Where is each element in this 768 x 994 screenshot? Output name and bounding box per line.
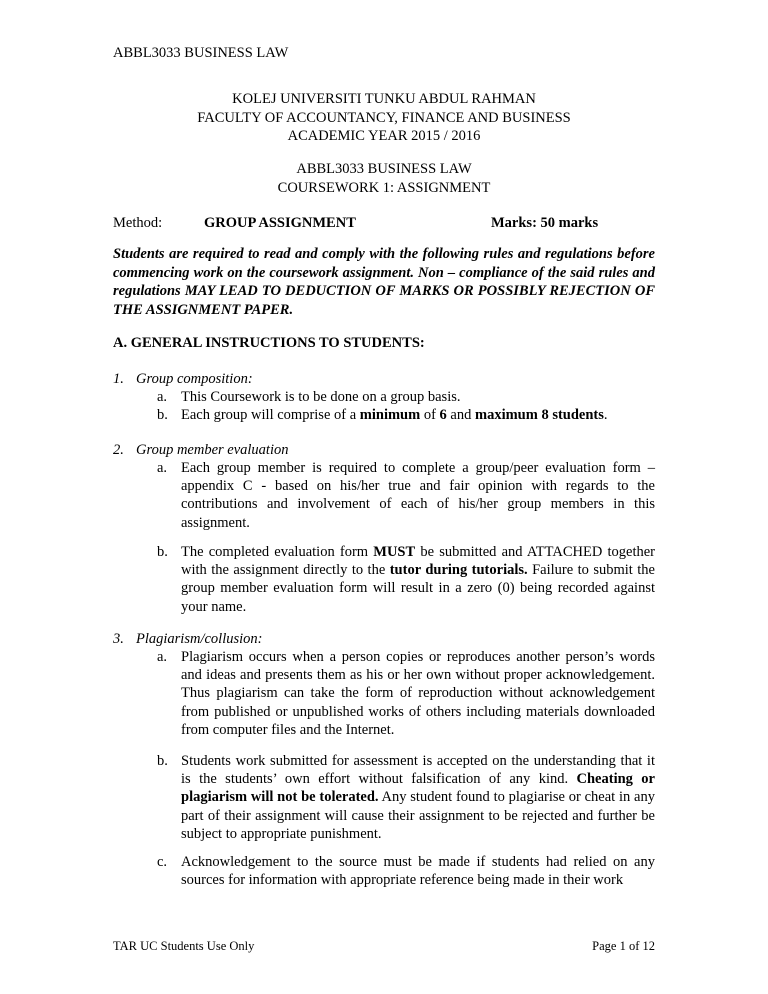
text-run: . (603, 407, 608, 423)
item-title: Group member evaluation (136, 442, 289, 458)
notice-warning: MAY LEAD TO DEDUCTION OF MARKS OR POSSIBLY REJECTION OF THE ASSIGNMENT PAPER. (113, 283, 655, 318)
bold-run: maximum 8 students (474, 407, 604, 423)
item-heading (113, 441, 289, 459)
item-title: Plagiarism/collusion: (136, 631, 263, 647)
sub-item-text: Acknowledgement to the source must be made if students had relied on any sources for information with appropriate reference being made in their work (181, 854, 655, 889)
sub-item-letter: a. (157, 649, 168, 665)
text-run: be submitted and ATTACHED together with the assignment directly to the (181, 544, 655, 579)
method-label: Method: (113, 215, 163, 231)
sub-item-text: Each group member is required to complete a group/peer evaluation form – appendix C - based on his/her true and fair opinion with regards to the contributions and involvement of each of his/her group members in this assignment. (181, 460, 655, 531)
sub-item-letter: a. (157, 389, 168, 405)
compliance-notice (113, 245, 655, 319)
sub-item (157, 543, 655, 616)
university-name: KOLEJ UNIVERSITI TUNKU ABDUL RAHMAN (232, 91, 536, 107)
academic-year: ACADEMIC YEAR 2015 / 2016 (287, 128, 481, 144)
bold-run: tutor during tutorials. (389, 562, 528, 579)
text-run: Any student found to plagiarise or cheat in any part of their assignment will cause their assignment to be rejected and further be subject to appropriate punishment. (181, 789, 655, 842)
sub-item-letter: b. (157, 753, 168, 769)
sub-item-letter: c. (157, 854, 168, 870)
sub-item-text (181, 752, 655, 843)
sub-item-text: This Coursework is to be done on a group basis. (181, 389, 461, 405)
running-header: ABBL3033 BUSINESS LAW (113, 45, 289, 61)
sub-item-letter: a. (157, 460, 168, 476)
item-number: 3. (113, 631, 124, 647)
text-run: Each group will comprise of a (181, 407, 360, 423)
footer-left: TAR UC Students Use Only (113, 939, 255, 953)
sub-item (157, 752, 655, 843)
coursework-title: COURSEWORK 1: ASSIGNMENT (277, 179, 491, 196)
item-heading (113, 630, 262, 648)
course-title: ABBL3033 BUSINESS LAW (296, 161, 472, 177)
item-title: Group composition: (136, 371, 253, 387)
bold-run: 6 (439, 407, 447, 423)
text-run: The completed evaluation form (181, 544, 374, 560)
sub-item-letter: b. (157, 544, 168, 560)
bold-run: MUST (373, 544, 416, 560)
text-run: Failure to submit the group member evaluation form will result in a zero (0) being recorded against your name. (181, 562, 655, 615)
item-number: 1. (113, 371, 124, 387)
section-heading: A. GENERAL INSTRUCTIONS TO STUDENTS: (113, 335, 425, 351)
title-block (113, 90, 655, 146)
sub-item-text (181, 543, 655, 616)
sub-item (157, 459, 655, 532)
sub-item-text (181, 406, 655, 424)
item-number: 2. (113, 442, 124, 458)
text-run: Students work submitted for assessment is accepted on the understanding that it is the students’ own effort without falsification of any kind. (181, 753, 655, 788)
method-value: GROUP ASSIGNMENT (204, 215, 356, 231)
bold-run: Cheating or plagiarism will not be tolerated. (181, 771, 655, 806)
faculty-name: FACULTY OF ACCOUNTANCY, FINANCE AND BUSINESS (197, 109, 571, 126)
bold-run: minimum (359, 407, 421, 423)
sub-item (157, 388, 655, 406)
text-run: of (420, 407, 440, 423)
subtitle-block (113, 160, 655, 197)
sub-item-text: Plagiarism occurs when a person copies or reproduces another person’s words and ideas and presents them as his or her own without proper acknowledgement. Thus plagiarism can take the form of reproduction without acknowledgement from published or unpublished works of others including materials downloaded from computer files and the Internet. (181, 649, 655, 738)
page-number: Page 1 of 12 (592, 939, 655, 953)
sub-item-letter: b. (157, 407, 168, 423)
item-heading (113, 370, 253, 388)
text-run: and (446, 407, 475, 423)
method-row (113, 214, 655, 232)
sub-item (157, 648, 655, 739)
sub-item (157, 853, 655, 889)
notice-text: Students are required to read and comply with the following rules and regulations before commencing work on the coursework assignment. Non – compliance of the said rules and regulations (113, 246, 655, 299)
marks-value: Marks: 50 marks (491, 215, 599, 231)
sub-item (157, 406, 655, 424)
